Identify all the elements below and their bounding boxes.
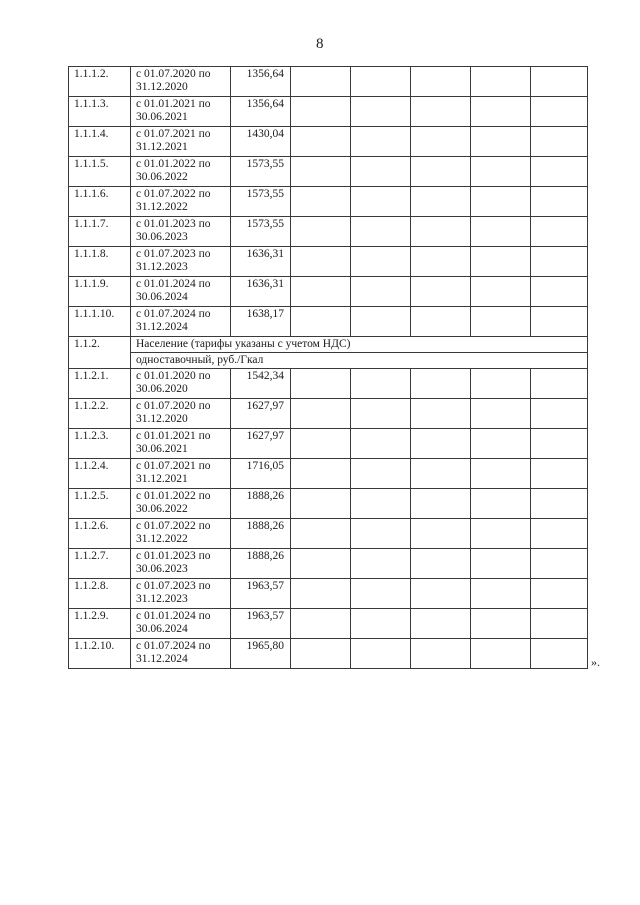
empty-cell: [411, 97, 471, 127]
row-number: 1.1.1.4.: [69, 127, 131, 157]
empty-cell: [531, 639, 588, 669]
empty-cell: [291, 157, 351, 187]
empty-cell: [291, 489, 351, 519]
empty-cell: [351, 217, 411, 247]
row-number: 1.1.1.6.: [69, 187, 131, 217]
empty-cell: [471, 369, 531, 399]
empty-cell: [471, 67, 531, 97]
page-number: 8: [316, 36, 324, 52]
tariff-value-cell: 1965,80: [231, 639, 291, 669]
empty-cell: [351, 307, 411, 337]
empty-cell: [531, 369, 588, 399]
period-cell: с 01.07.2020 по 31.12.2020: [131, 399, 231, 429]
section-header-row: [69, 337, 588, 353]
empty-cell: [411, 247, 471, 277]
row-number: 1.1.2.9.: [69, 609, 131, 639]
row-number: 1.1.1.5.: [69, 157, 131, 187]
table-row: [69, 459, 588, 489]
tariff-value-cell: 1627,97: [231, 429, 291, 459]
empty-cell: [351, 639, 411, 669]
empty-cell: [291, 187, 351, 217]
empty-cell: [531, 97, 588, 127]
empty-cell: [531, 187, 588, 217]
table-row: [69, 127, 588, 157]
empty-cell: [351, 67, 411, 97]
empty-cell: [411, 217, 471, 247]
empty-cell: [531, 429, 588, 459]
period-cell: с 01.07.2021 по 31.12.2021: [131, 127, 231, 157]
empty-cell: [351, 429, 411, 459]
empty-cell: [471, 187, 531, 217]
section-title-line-2: одноставочный, руб./Гкал: [131, 353, 588, 369]
row-number: 1.1.2.1.: [69, 369, 131, 399]
section-number: 1.1.2.: [69, 337, 131, 369]
empty-cell: [291, 519, 351, 549]
tariff-value-cell: 1573,55: [231, 187, 291, 217]
empty-cell: [411, 277, 471, 307]
empty-cell: [471, 277, 531, 307]
table-row: [69, 97, 588, 127]
empty-cell: [531, 67, 588, 97]
period-cell: с 01.07.2024 по 31.12.2024: [131, 307, 231, 337]
row-number: 1.1.2.5.: [69, 489, 131, 519]
empty-cell: [291, 97, 351, 127]
empty-cell: [291, 67, 351, 97]
empty-cell: [531, 247, 588, 277]
table-row: [69, 489, 588, 519]
table-row: [69, 217, 588, 247]
table-row: [69, 307, 588, 337]
table-row: [69, 399, 588, 429]
empty-cell: [411, 157, 471, 187]
table-row: [69, 609, 588, 639]
empty-cell: [291, 429, 351, 459]
section-title-line-1: Население (тарифы указаны с учетом НДС): [131, 337, 588, 353]
empty-cell: [531, 217, 588, 247]
empty-cell: [411, 489, 471, 519]
row-number: 1.1.2.4.: [69, 459, 131, 489]
empty-cell: [291, 247, 351, 277]
empty-cell: [471, 639, 531, 669]
empty-cell: [531, 157, 588, 187]
empty-cell: [411, 399, 471, 429]
tariff-table: [68, 66, 588, 669]
empty-cell: [351, 247, 411, 277]
empty-cell: [471, 489, 531, 519]
empty-cell: [411, 549, 471, 579]
empty-cell: [291, 549, 351, 579]
row-number: 1.1.2.7.: [69, 549, 131, 579]
empty-cell: [351, 489, 411, 519]
table-row: [69, 519, 588, 549]
table-row: [69, 67, 588, 97]
empty-cell: [471, 519, 531, 549]
empty-cell: [291, 609, 351, 639]
row-number: 1.1.1.2.: [69, 67, 131, 97]
empty-cell: [291, 277, 351, 307]
empty-cell: [531, 609, 588, 639]
empty-cell: [471, 217, 531, 247]
empty-cell: [291, 639, 351, 669]
table-row: [69, 247, 588, 277]
empty-cell: [351, 127, 411, 157]
period-cell: с 01.01.2022 по 30.06.2022: [131, 157, 231, 187]
row-number: 1.1.2.10.: [69, 639, 131, 669]
period-cell: с 01.01.2024 по 30.06.2024: [131, 277, 231, 307]
row-number: 1.1.1.9.: [69, 277, 131, 307]
tariff-value-cell: 1636,31: [231, 247, 291, 277]
tariff-rows-section-1-1-2: [69, 369, 588, 669]
empty-cell: [291, 217, 351, 247]
empty-cell: [351, 609, 411, 639]
empty-cell: [291, 399, 351, 429]
period-cell: с 01.07.2020 по 31.12.2020: [131, 67, 231, 97]
tariff-value-cell: 1542,34: [231, 369, 291, 399]
empty-cell: [411, 519, 471, 549]
tariff-value-cell: 1430,04: [231, 127, 291, 157]
empty-cell: [291, 369, 351, 399]
empty-cell: [411, 369, 471, 399]
empty-cell: [411, 429, 471, 459]
empty-cell: [531, 489, 588, 519]
empty-cell: [411, 67, 471, 97]
empty-cell: [411, 307, 471, 337]
empty-cell: [471, 459, 531, 489]
table-row: [69, 639, 588, 669]
empty-cell: [531, 127, 588, 157]
empty-cell: [471, 429, 531, 459]
table-row: [69, 369, 588, 399]
empty-cell: [411, 609, 471, 639]
empty-cell: [351, 369, 411, 399]
row-number: 1.1.1.7.: [69, 217, 131, 247]
row-number: 1.1.1.3.: [69, 97, 131, 127]
period-cell: с 01.07.2024 по 31.12.2024: [131, 639, 231, 669]
tariff-value-cell: 1888,26: [231, 549, 291, 579]
table-row: [69, 157, 588, 187]
empty-cell: [351, 187, 411, 217]
empty-cell: [471, 157, 531, 187]
tariff-value-cell: 1573,55: [231, 157, 291, 187]
empty-cell: [531, 579, 588, 609]
period-cell: с 01.07.2023 по 31.12.2023: [131, 247, 231, 277]
empty-cell: [351, 549, 411, 579]
empty-cell: [531, 549, 588, 579]
empty-cell: [291, 579, 351, 609]
empty-cell: [411, 459, 471, 489]
tariff-value-cell: 1356,64: [231, 97, 291, 127]
table-row: [69, 187, 588, 217]
period-cell: с 01.01.2020 по 30.06.2020: [131, 369, 231, 399]
period-cell: с 01.07.2022 по 31.12.2022: [131, 187, 231, 217]
empty-cell: [471, 127, 531, 157]
row-number: 1.1.2.6.: [69, 519, 131, 549]
period-cell: с 01.07.2023 по 31.12.2023: [131, 579, 231, 609]
tariff-value-cell: 1573,55: [231, 217, 291, 247]
empty-cell: [291, 307, 351, 337]
empty-cell: [351, 579, 411, 609]
empty-cell: [531, 519, 588, 549]
empty-cell: [531, 399, 588, 429]
empty-cell: [351, 277, 411, 307]
empty-cell: [351, 97, 411, 127]
tariff-value-cell: 1638,17: [231, 307, 291, 337]
tariff-value-cell: 1888,26: [231, 519, 291, 549]
period-cell: с 01.01.2022 по 30.06.2022: [131, 489, 231, 519]
empty-cell: [471, 97, 531, 127]
empty-cell: [411, 127, 471, 157]
empty-cell: [471, 549, 531, 579]
empty-cell: [471, 307, 531, 337]
empty-cell: [291, 127, 351, 157]
empty-cell: [351, 459, 411, 489]
empty-cell: [291, 459, 351, 489]
empty-cell: [411, 579, 471, 609]
period-cell: с 01.01.2023 по 30.06.2023: [131, 217, 231, 247]
row-number: 1.1.2.3.: [69, 429, 131, 459]
table-row: [69, 429, 588, 459]
tariff-rows-section-1-1-1: [69, 67, 588, 337]
empty-cell: [351, 399, 411, 429]
empty-cell: [471, 579, 531, 609]
tariff-value-cell: 1636,31: [231, 277, 291, 307]
tariff-value-cell: 1356,64: [231, 67, 291, 97]
period-cell: с 01.07.2021 по 31.12.2021: [131, 459, 231, 489]
empty-cell: [351, 519, 411, 549]
row-number: 1.1.1.8.: [69, 247, 131, 277]
empty-cell: [531, 277, 588, 307]
closing-quote-mark: ».: [591, 655, 600, 669]
empty-cell: [471, 399, 531, 429]
row-number: 1.1.2.8.: [69, 579, 131, 609]
table-row: [69, 579, 588, 609]
table-row: [69, 549, 588, 579]
empty-cell: [531, 459, 588, 489]
table-row: [69, 277, 588, 307]
tariff-value-cell: 1963,57: [231, 579, 291, 609]
tariff-value-cell: 1716,05: [231, 459, 291, 489]
section-header-1-1-2: [69, 337, 588, 369]
empty-cell: [471, 247, 531, 277]
tariff-value-cell: 1888,26: [231, 489, 291, 519]
empty-cell: [531, 307, 588, 337]
row-number: 1.1.1.10.: [69, 307, 131, 337]
empty-cell: [411, 187, 471, 217]
empty-cell: [351, 157, 411, 187]
period-cell: с 01.01.2021 по 30.06.2021: [131, 429, 231, 459]
period-cell: с 01.01.2021 по 30.06.2021: [131, 97, 231, 127]
section-header-row-continued: [69, 353, 588, 369]
period-cell: с 01.07.2022 по 31.12.2022: [131, 519, 231, 549]
period-cell: с 01.01.2023 по 30.06.2023: [131, 549, 231, 579]
tariff-value-cell: 1627,97: [231, 399, 291, 429]
empty-cell: [411, 639, 471, 669]
period-cell: с 01.01.2024 по 30.06.2024: [131, 609, 231, 639]
empty-cell: [471, 609, 531, 639]
tariff-value-cell: 1963,57: [231, 609, 291, 639]
row-number: 1.1.2.2.: [69, 399, 131, 429]
